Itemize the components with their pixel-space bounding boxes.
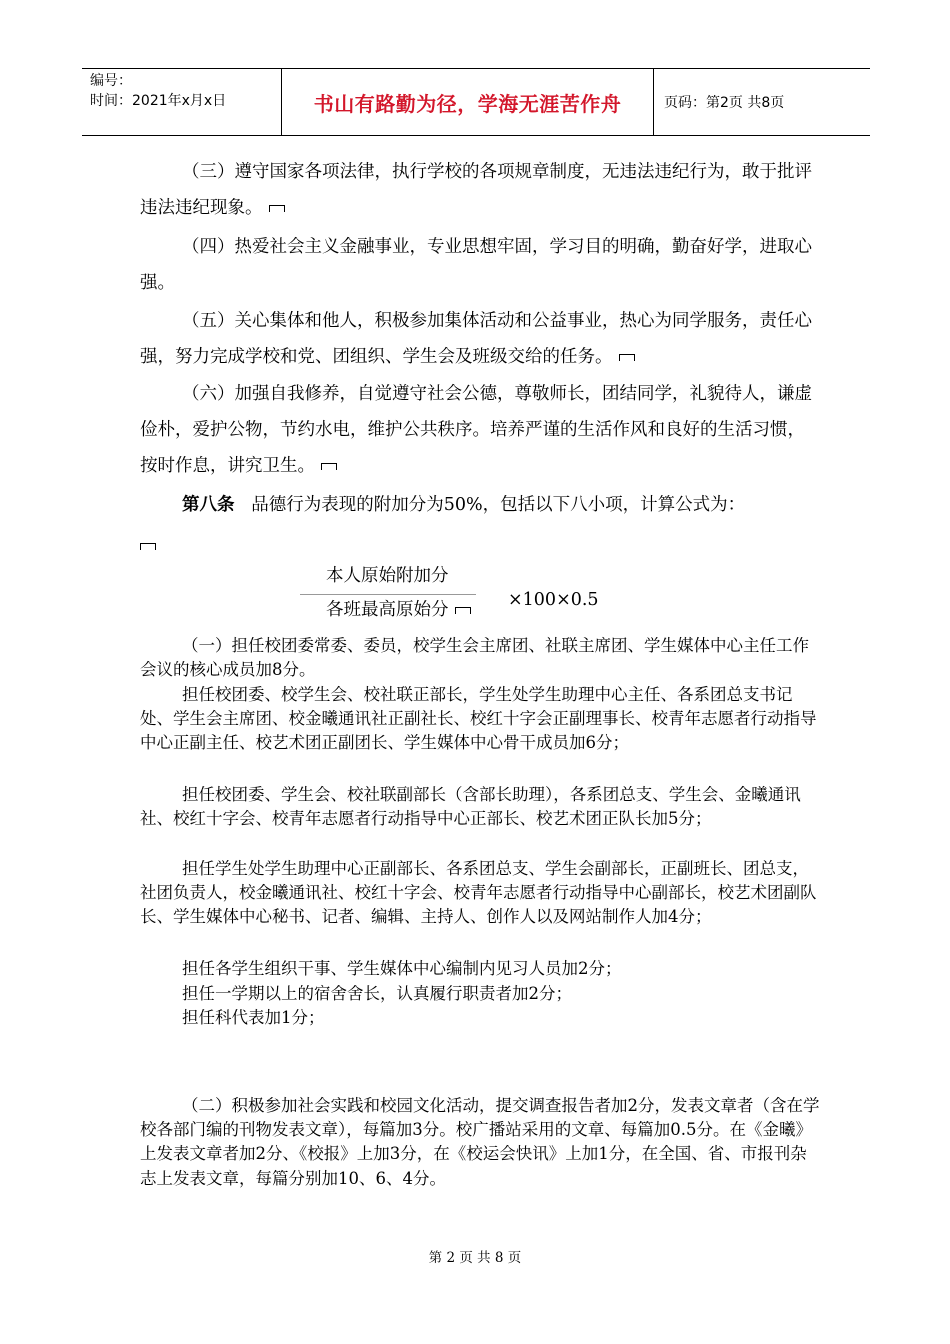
item-3-text: （三）遵守国家各项法律，执行学校的各项规章制度，无违法违纪行为，敢于批评违法违纪现象。 xyxy=(140,162,812,218)
article-8 xyxy=(140,487,820,523)
page-footer: 第 2 页 共 8 页 xyxy=(428,1250,522,1266)
paragraph-mark-icon xyxy=(321,463,337,470)
paragraph-mark-icon xyxy=(269,205,285,212)
formula-numerator: 本人原始附加分 xyxy=(326,566,449,586)
number-label: 编号： xyxy=(90,73,132,89)
sub-item-1a: （一）担任校团委常委、委员，校学生会主席团、社联主席团、学生媒体中心主任工作会议的核心成员加8分。 xyxy=(140,636,809,680)
item-3 xyxy=(140,154,820,226)
sub-item-1e: 担任各学生组织干事、学生媒体中心编制内见习人员加2分； xyxy=(182,959,622,978)
paragraph-mark-icon xyxy=(455,607,471,614)
header-page-info: 页码：第2页 共8页 xyxy=(664,95,785,111)
item-6-text: （六）加强自我修养，自觉遵守社会公德，尊敬师长，团结同学，礼貌待人，谦虚俭朴，爱护公物，节约水电，维护公共秩序。培养严谨的生活作风和良好的生活习惯，按时作息，讲究卫生。 xyxy=(140,384,812,476)
item-4-text: （四）热爱社会主义金融事业，专业思想牢固，学习目的明确，勤奋好学，进取心强。 xyxy=(140,237,812,293)
time-label: 时间：2021年x月x日 xyxy=(90,93,227,109)
sub-item-1d: 担任学生处学生助理中心正副部长、各系团总支、学生会副部长，正副班长、团总支，社团负责人，校金曦通讯社、校红十字会、校青年志愿者行动指导中心副部长，校艺术团副队长、学生媒体中心秘书、记者、编辑、主持人、创作人以及网站制作人加4分； xyxy=(140,859,817,927)
item-5-text: （五）关心集体和他人，积极参加集体活动和公益事业，热心为同学服务，责任心强，努力完成学校和党、团组织、学生会及班级交给的任务。 xyxy=(140,311,812,367)
article-8-title: 第八条 xyxy=(182,495,235,515)
sub-item-1c: 担任校团委、学生会、校社联副部长（含部长助理），各系团总支、学生会、金曦通讯社、校红十字会、校青年志愿者行动指导中心正部长、校艺术团正队长加5分； xyxy=(140,785,801,829)
sub-item-1g: 担任科代表加1分； xyxy=(182,1008,325,1027)
sub-item-2: （二）积极参加社会实践和校园文化活动，提交调查报告者加2分，发表文章者（含在学校各部门编的刊物发表文章），每篇加3分。校广播站采用的文章、每篇加0.5分。在《金曦》上发表文章者加2分、《校报》上加3分，在《校运会快讯》上加1分，在全国、省、市报刊杂志上发表文章，每篇分别加10、6、4分。 xyxy=(140,1096,820,1188)
header-motto: 书山有路勤为径，学海无涯苦作舟 xyxy=(282,69,654,135)
sub-item-1b: 担任校团委、校学生会、校社联正部长，学生处学生助理中心主任、各系团总支书记处、学生会主席团、校金曦通讯社正副社长、校红十字会正副理事长、校青年志愿者行动指导中心正副主任、校艺术团正副团长、学生媒体中心骨干成员加6分； xyxy=(140,685,817,753)
formula-denominator xyxy=(326,596,471,621)
item-5 xyxy=(140,303,820,375)
item-4 xyxy=(140,229,820,301)
item-6 xyxy=(140,376,820,484)
paragraph-mark-icon xyxy=(619,354,635,361)
page-header xyxy=(82,68,870,136)
fraction-bar xyxy=(300,594,476,595)
header-meta xyxy=(82,69,282,135)
formula-denominator-text: 各班最高原始分 xyxy=(326,600,449,620)
formula-multiplier: ×100×0.5 xyxy=(508,590,599,610)
article-8-text: 品德行为表现的附加分为50%，包括以下八小项，计算公式为： xyxy=(251,495,746,515)
paragraph-mark-icon xyxy=(140,543,156,550)
sub-item-1f: 担任一学期以上的宿舍舍长，认真履行职责者加2分； xyxy=(182,984,572,1003)
